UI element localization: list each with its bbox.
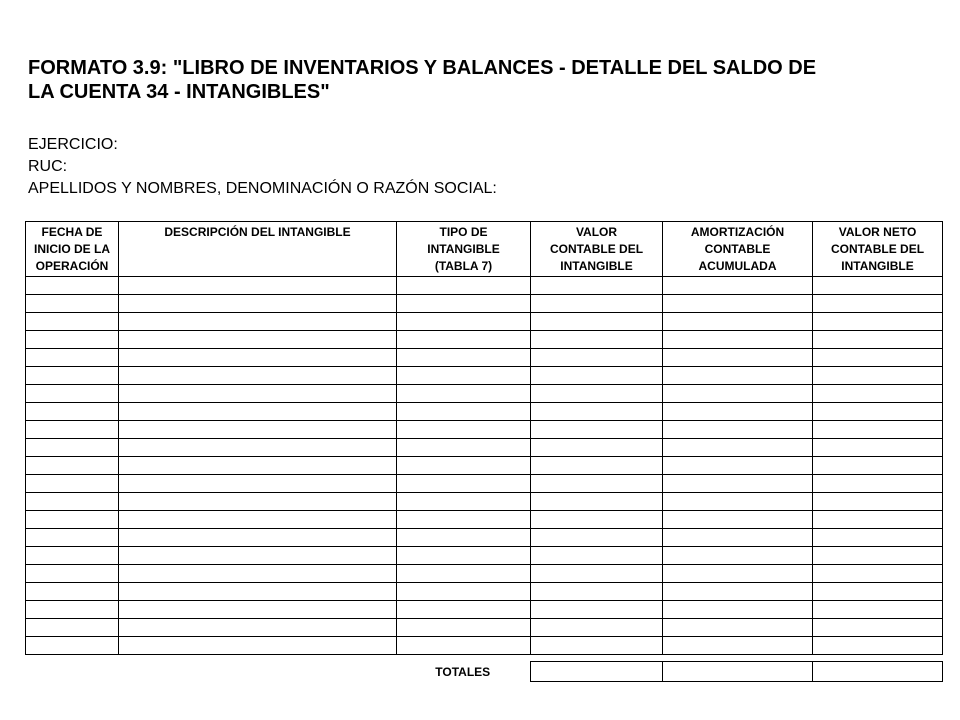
valor-contable-cell[interactable] [531,619,663,637]
valor-neto-cell[interactable] [813,565,943,583]
valor-contable-cell[interactable] [531,637,663,655]
fecha-cell[interactable] [26,313,119,331]
header-text: VALOR NETO [838,225,917,239]
header-text: INTANGIBLE [841,259,914,273]
title-line-1: FORMATO 3.9: "LIBRO DE INVENTARIOS Y BALANCES - DETALLE DEL SALDO DE [28,57,817,79]
table-body [26,277,943,655]
amortizacion-cell[interactable] [663,637,813,655]
tipo-cell[interactable] [397,547,531,565]
table-row [26,511,943,529]
fecha-cell[interactable] [26,493,119,511]
valor-contable-cell[interactable] [531,565,663,583]
valor-neto-cell[interactable] [813,439,943,457]
document-title [28,56,928,104]
tipo-cell[interactable] [397,475,531,493]
descripcion-cell[interactable] [119,601,397,619]
fecha-cell[interactable] [26,385,119,403]
table-row [26,529,943,547]
valor-neto-cell[interactable] [813,349,943,367]
inventory-table [25,221,943,655]
table-row [26,547,943,565]
valor-contable-cell[interactable] [531,331,663,349]
header-text: INICIO DE LA [33,242,110,256]
total-valor-contable-cell[interactable] [530,662,662,682]
header-text: TIPO DE [439,225,488,239]
amortizacion-cell[interactable] [663,349,813,367]
valor-neto-cell[interactable] [813,331,943,349]
amortizacion-cell[interactable] [663,403,813,421]
header-valor-contable [531,222,663,277]
fecha-cell[interactable] [26,529,119,547]
tipo-cell[interactable] [397,277,531,295]
fecha-cell[interactable] [26,637,119,655]
valor-neto-cell[interactable] [813,637,943,655]
amortizacion-cell[interactable] [663,547,813,565]
valor-contable-cell[interactable] [531,583,663,601]
amortizacion-cell[interactable] [663,529,813,547]
title-line-2: LA CUENTA 34 - INTANGIBLES" [28,81,330,103]
valor-contable-cell[interactable] [531,457,663,475]
valor-neto-cell[interactable] [813,475,943,493]
table-row [26,313,943,331]
tipo-cell[interactable] [397,511,531,529]
tipo-cell[interactable] [397,619,531,637]
valor-contable-cell[interactable] [531,349,663,367]
header-text: CONTABLE DEL [830,242,925,256]
table-row [26,475,943,493]
amortizacion-cell[interactable] [663,421,813,439]
header-text: DESCRIPCIÓN DEL INTANGIBLE [164,225,351,239]
amortizacion-cell[interactable] [663,313,813,331]
table-row [26,637,943,655]
amortizacion-cell[interactable] [663,565,813,583]
fecha-cell[interactable] [26,349,119,367]
valor-neto-cell[interactable] [813,385,943,403]
tipo-cell[interactable] [397,493,531,511]
header-text: OPERACIÓN [35,259,109,273]
ruc-label: RUC: [28,158,68,175]
razon-social-label: APELLIDOS Y NOMBRES, DENOMINACIÓN O RAZÓN SOCIAL: [28,180,497,197]
table-row [26,583,943,601]
valor-contable-cell[interactable] [531,439,663,457]
fecha-cell[interactable] [26,619,119,637]
valor-neto-cell[interactable] [813,277,943,295]
fecha-cell[interactable] [26,583,119,601]
tipo-cell[interactable] [397,295,531,313]
table-row [26,601,943,619]
totals-label: TOTALES [435,664,491,679]
valor-neto-cell[interactable] [813,403,943,421]
valor-contable-cell[interactable] [531,601,663,619]
amortizacion-cell[interactable] [663,277,813,295]
tipo-cell[interactable] [397,349,531,367]
valor-neto-cell[interactable] [813,601,943,619]
header-text: INTANGIBLE [560,259,633,273]
fecha-cell[interactable] [26,565,119,583]
tipo-cell[interactable] [397,367,531,385]
amortizacion-cell[interactable] [663,295,813,313]
tipo-cell[interactable] [397,637,531,655]
amortizacion-cell[interactable] [663,385,813,403]
table-row [26,331,943,349]
fecha-cell[interactable] [26,367,119,385]
amortizacion-cell[interactable] [663,619,813,637]
table-row [26,439,943,457]
descripcion-cell[interactable] [119,313,397,331]
valor-contable-cell[interactable] [531,511,663,529]
valor-contable-cell[interactable] [531,385,663,403]
tipo-cell[interactable] [397,421,531,439]
descripcion-cell[interactable] [119,367,397,385]
valor-contable-cell[interactable] [531,493,663,511]
descripcion-cell[interactable] [119,385,397,403]
amortizacion-cell[interactable] [663,439,813,457]
valor-neto-cell[interactable] [813,367,943,385]
fecha-cell[interactable] [26,457,119,475]
table-row [26,295,943,313]
table-row [26,565,943,583]
valor-contable-cell[interactable] [531,313,663,331]
amortizacion-cell[interactable] [663,457,813,475]
total-valor-neto-cell[interactable] [812,662,942,682]
fecha-cell[interactable] [26,547,119,565]
valor-neto-cell[interactable] [813,421,943,439]
tipo-cell[interactable] [397,403,531,421]
header-text: AMORTIZACIÓN [690,225,785,239]
header-text: INTANGIBLE [427,242,500,256]
amortizacion-cell[interactable] [663,601,813,619]
amortizacion-cell[interactable] [663,475,813,493]
header-valor-neto [813,222,943,277]
header-fecha-inicio [26,222,119,277]
descripcion-cell[interactable] [119,457,397,475]
tipo-cell[interactable] [397,457,531,475]
fecha-cell[interactable] [26,421,119,439]
valor-contable-cell[interactable] [531,277,663,295]
fecha-cell[interactable] [26,277,119,295]
valor-contable-cell[interactable] [531,529,663,547]
fecha-cell[interactable] [26,439,119,457]
descripcion-cell[interactable] [119,277,397,295]
valor-neto-cell[interactable] [813,583,943,601]
descripcion-cell[interactable] [119,619,397,637]
fecha-cell[interactable] [26,331,119,349]
fecha-cell[interactable] [26,403,119,421]
table-row [26,403,943,421]
header-text: CONTABLE [704,242,771,256]
header-amortizacion [663,222,813,277]
amortizacion-cell[interactable] [663,367,813,385]
descripcion-cell[interactable] [119,637,397,655]
valor-contable-cell[interactable] [531,475,663,493]
fecha-cell[interactable] [26,601,119,619]
header-text: FECHA DE [41,225,103,239]
amortizacion-cell[interactable] [663,493,813,511]
header-text: CONTABLE DEL [549,242,644,256]
fecha-cell[interactable] [26,475,119,493]
header-tipo-intangible [397,222,531,277]
table-row [26,349,943,367]
table-row [26,619,943,637]
tipo-cell[interactable] [397,331,531,349]
tipo-cell[interactable] [397,385,531,403]
descripcion-cell[interactable] [119,421,397,439]
header-text: (TABLA 7) [434,259,493,273]
descripcion-cell[interactable] [119,331,397,349]
tipo-cell[interactable] [397,529,531,547]
descripcion-cell[interactable] [119,565,397,583]
valor-neto-cell[interactable] [813,547,943,565]
valor-contable-cell[interactable] [531,295,663,313]
valor-neto-cell[interactable] [813,619,943,637]
descripcion-cell[interactable] [119,295,397,313]
descripcion-cell[interactable] [119,529,397,547]
descripcion-cell[interactable] [119,439,397,457]
amortizacion-cell[interactable] [663,583,813,601]
descripcion-cell[interactable] [119,583,397,601]
table-row [26,367,943,385]
descripcion-cell[interactable] [119,403,397,421]
amortizacion-cell[interactable] [663,511,813,529]
tipo-cell[interactable] [397,565,531,583]
table-row [26,385,943,403]
amortizacion-cell[interactable] [663,331,813,349]
descripcion-cell[interactable] [119,475,397,493]
ejercicio-label: EJERCICIO: [28,136,118,153]
table-row [26,493,943,511]
valor-contable-cell[interactable] [531,547,663,565]
fecha-cell[interactable] [26,295,119,313]
valor-contable-cell[interactable] [531,367,663,385]
header-descripcion [119,222,397,277]
valor-neto-cell[interactable] [813,457,943,475]
tipo-cell[interactable] [397,313,531,331]
valor-contable-cell[interactable] [531,421,663,439]
valor-contable-cell[interactable] [531,403,663,421]
descripcion-cell[interactable] [119,547,397,565]
valor-neto-cell[interactable] [813,511,943,529]
tipo-cell[interactable] [397,601,531,619]
descripcion-cell[interactable] [119,511,397,529]
header-text: ACUMULADA [698,259,777,273]
tipo-cell[interactable] [397,439,531,457]
header-text: VALOR [575,225,618,239]
valor-neto-cell[interactable] [813,313,943,331]
tipo-cell[interactable] [397,583,531,601]
descripcion-cell[interactable] [119,493,397,511]
table-row [26,457,943,475]
total-amortizacion-cell[interactable] [662,662,812,682]
table-row [26,277,943,295]
descripcion-cell[interactable] [119,349,397,367]
table-row [26,421,943,439]
totals-row [396,661,943,682]
valor-neto-cell[interactable] [813,529,943,547]
valor-neto-cell[interactable] [813,295,943,313]
table-header-row [26,222,943,277]
valor-neto-cell[interactable] [813,493,943,511]
fecha-cell[interactable] [26,511,119,529]
